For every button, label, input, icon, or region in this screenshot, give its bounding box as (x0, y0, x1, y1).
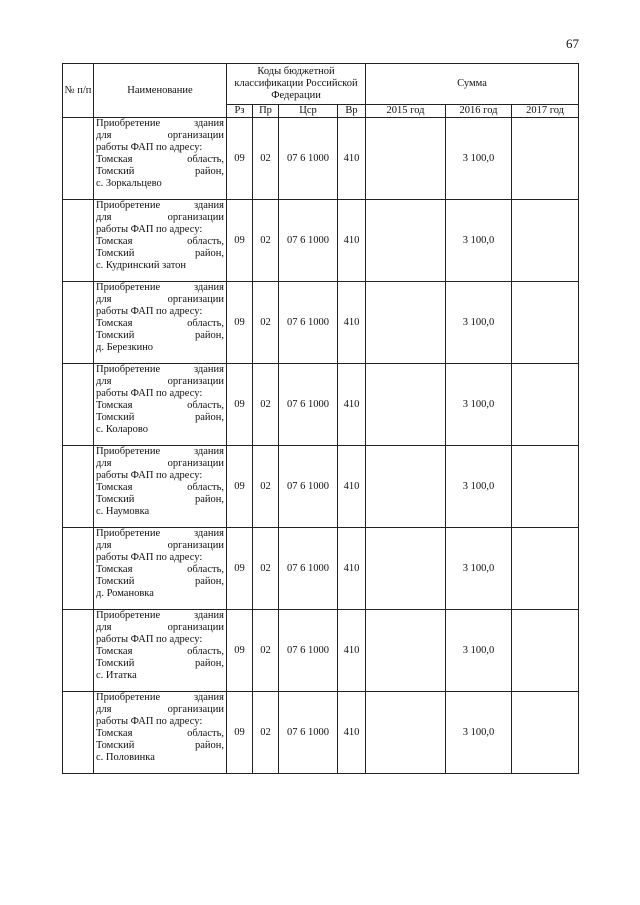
sum-2016-cell: 3 100,0 (446, 282, 512, 364)
row-name-line: для организации (96, 622, 224, 634)
vr-cell: 410 (338, 692, 366, 774)
header-2016: 2016 год (446, 105, 512, 118)
pr-cell: 02 (253, 446, 279, 528)
vr-cell: 410 (338, 528, 366, 610)
pr-cell: 02 (253, 282, 279, 364)
table-row (63, 528, 579, 610)
sum-2015-cell (366, 692, 446, 774)
sum-2016-cell: 3 100,0 (446, 692, 512, 774)
table-row (63, 446, 579, 528)
row-name-line: работы ФАП по адресу: (96, 224, 203, 236)
row-number-cell (63, 364, 94, 446)
row-number-cell (63, 692, 94, 774)
row-name-line: Томская область, (96, 728, 224, 740)
header-vr: Вр (338, 105, 366, 118)
row-name-line: Томская область, (96, 236, 224, 248)
row-name-line: для организации (96, 294, 224, 306)
pr-cell: 02 (253, 118, 279, 200)
row-name-line: работы ФАП по адресу: (96, 306, 203, 318)
rz-cell: 09 (227, 118, 253, 200)
row-name-line: работы ФАП по адресу: (96, 634, 203, 646)
csr-cell: 07 6 1000 (279, 364, 338, 446)
budget-table (62, 63, 579, 774)
row-name-line: с. Коларово (96, 424, 149, 436)
sum-2017-cell (512, 692, 579, 774)
sum-2015-cell (366, 446, 446, 528)
table-row (63, 364, 579, 446)
row-name-line: Томская область, (96, 564, 224, 576)
sum-2017-cell (512, 118, 579, 200)
row-name-line: Томская область, (96, 482, 224, 494)
vr-cell: 410 (338, 364, 366, 446)
row-name-line: Томский район, (96, 658, 224, 670)
row-name-line: с. Наумовка (96, 506, 150, 518)
vr-cell: 410 (338, 200, 366, 282)
sum-2016-cell: 3 100,0 (446, 118, 512, 200)
rz-cell: 09 (227, 282, 253, 364)
sum-2016-cell: 3 100,0 (446, 364, 512, 446)
sum-2017-cell (512, 446, 579, 528)
row-name-line: работы ФАП по адресу: (96, 470, 203, 482)
vr-cell: 410 (338, 446, 366, 528)
pr-cell: 02 (253, 528, 279, 610)
row-number-cell (63, 200, 94, 282)
row-name-line: Томский район, (96, 576, 224, 588)
row-name-cell (94, 364, 227, 446)
row-name-line: Томский район, (96, 412, 224, 424)
sum-2016-cell: 3 100,0 (446, 200, 512, 282)
pr-cell: 02 (253, 692, 279, 774)
row-name-line: Томский район, (96, 740, 224, 752)
header-codes: Коды бюджетной классификации Российской Федерации (227, 64, 366, 105)
rz-cell: 09 (227, 200, 253, 282)
row-name-cell (94, 610, 227, 692)
sum-2017-cell (512, 200, 579, 282)
row-name-line: с. Половинка (96, 752, 155, 764)
row-name-line: Томский район, (96, 330, 224, 342)
row-name-line: Приобретение здания (96, 200, 224, 211)
header-rz: Рз (227, 105, 253, 118)
page-number: 67 (566, 36, 579, 51)
sum-2015-cell (366, 282, 446, 364)
row-name-line: Томский район, (96, 166, 224, 178)
csr-cell: 07 6 1000 (279, 528, 338, 610)
header-2015: 2015 год (366, 105, 446, 118)
sum-2017-cell (512, 282, 579, 364)
row-name-line: д. Березкино (96, 342, 154, 354)
row-name-line: Томская область, (96, 400, 224, 412)
sum-2015-cell (366, 364, 446, 446)
header-name: Наименование (94, 64, 227, 118)
row-name-line: д. Романовка (96, 588, 154, 600)
sum-2016-cell: 3 100,0 (446, 528, 512, 610)
rz-cell: 09 (227, 446, 253, 528)
row-name-line: Приобретение здания (96, 282, 224, 293)
csr-cell: 07 6 1000 (279, 610, 338, 692)
row-name-line: Томская область, (96, 318, 224, 330)
sum-2017-cell (512, 610, 579, 692)
row-name-line: Приобретение здания (96, 446, 224, 457)
rz-cell: 09 (227, 692, 253, 774)
pr-cell: 02 (253, 200, 279, 282)
row-name-line: для организации (96, 704, 224, 716)
csr-cell: 07 6 1000 (279, 446, 338, 528)
sum-2015-cell (366, 200, 446, 282)
rz-cell: 09 (227, 364, 253, 446)
row-name-line: с. Итатка (96, 670, 137, 682)
sum-2015-cell (366, 528, 446, 610)
table-row (63, 610, 579, 692)
sum-2017-cell (512, 364, 579, 446)
rz-cell: 09 (227, 528, 253, 610)
row-name-cell (94, 692, 227, 774)
csr-cell: 07 6 1000 (279, 118, 338, 200)
row-number-cell (63, 282, 94, 364)
sum-2015-cell (366, 610, 446, 692)
row-name-line: для организации (96, 130, 224, 142)
table-row (63, 692, 579, 774)
table-row (63, 282, 579, 364)
row-name-line: работы ФАП по адресу: (96, 552, 203, 564)
csr-cell: 07 6 1000 (279, 692, 338, 774)
row-name-line: с. Зоркальцево (96, 178, 162, 190)
row-name-cell (94, 528, 227, 610)
row-name-line: работы ФАП по адресу: (96, 388, 203, 400)
row-name-line: работы ФАП по адресу: (96, 716, 203, 728)
vr-cell: 410 (338, 610, 366, 692)
table-row (63, 118, 579, 200)
row-name-line: Томский район, (96, 248, 224, 260)
row-name-line: Томская область, (96, 154, 224, 166)
row-name-line: для организации (96, 376, 224, 388)
vr-cell: 410 (338, 118, 366, 200)
header-2017: 2017 год (512, 105, 579, 118)
row-name-line: для организации (96, 212, 224, 224)
row-name-line: Приобретение здания (96, 610, 224, 621)
csr-cell: 07 6 1000 (279, 282, 338, 364)
row-name-line: Томский район, (96, 494, 224, 506)
pr-cell: 02 (253, 610, 279, 692)
row-name-cell (94, 446, 227, 528)
row-number-cell (63, 446, 94, 528)
header-csr: Цср (279, 105, 338, 118)
row-name-line: Приобретение здания (96, 692, 224, 703)
row-name-cell (94, 282, 227, 364)
row-number-cell (63, 528, 94, 610)
row-name-line: Приобретение здания (96, 364, 224, 375)
row-name-line: с. Кудринский затон (96, 260, 187, 272)
sum-2017-cell (512, 528, 579, 610)
header-num: № п/п (63, 64, 94, 118)
sum-2015-cell (366, 118, 446, 200)
rz-cell: 09 (227, 610, 253, 692)
row-name-line: Приобретение здания (96, 528, 224, 539)
sum-2016-cell: 3 100,0 (446, 610, 512, 692)
header-sum: Сумма (366, 64, 579, 105)
row-name-line: Томская область, (96, 646, 224, 658)
row-number-cell (63, 610, 94, 692)
pr-cell: 02 (253, 364, 279, 446)
header-pr: Пр (253, 105, 279, 118)
table-row (63, 200, 579, 282)
row-name-cell (94, 200, 227, 282)
row-name-line: для организации (96, 458, 224, 470)
row-name-line: работы ФАП по адресу: (96, 142, 203, 154)
vr-cell: 410 (338, 282, 366, 364)
row-name-line: Приобретение здания (96, 118, 224, 129)
row-name-line: для организации (96, 540, 224, 552)
csr-cell: 07 6 1000 (279, 200, 338, 282)
row-name-cell (94, 118, 227, 200)
sum-2016-cell: 3 100,0 (446, 446, 512, 528)
row-number-cell (63, 118, 94, 200)
